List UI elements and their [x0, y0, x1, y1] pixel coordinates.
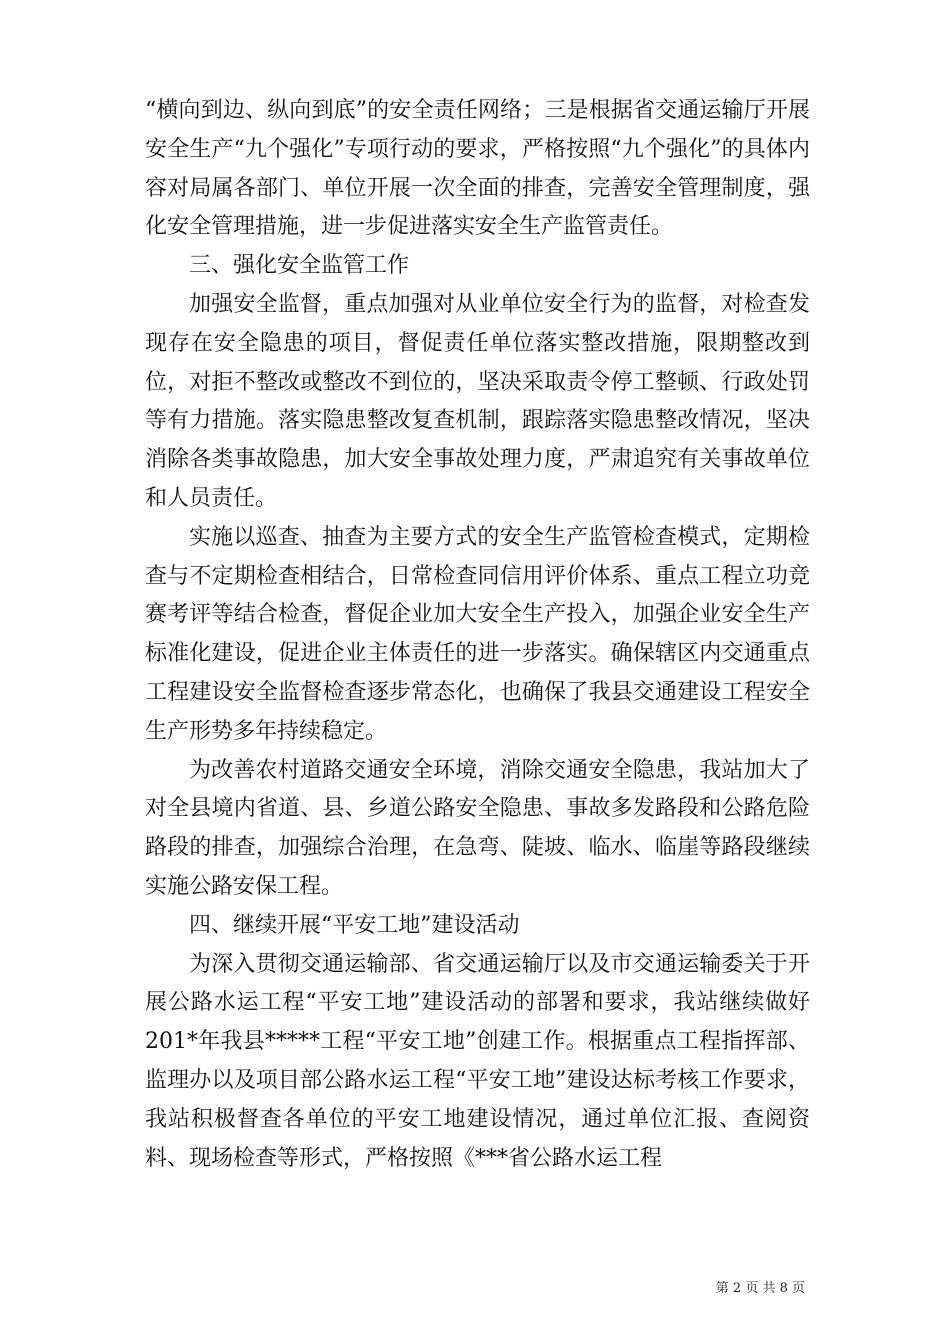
paragraph: 加强安全监督，重点加强对从业单位安全行为的监督，对检查发现存在安全隐患的项目，督促责任单位落实整改措施，限期整改到位，对拒不整改或整改不到位的，坚决采取责令停工整顿、行政处罚等有力措施。落实隐患整改复查机制，跟踪落实隐患整改情况，坚决消除各类事故隐患，加大安全事故处理力度，严肃追究有关事故单位和人员责任。 — [145, 291, 810, 511]
paragraph: 为改善农村道路交通安全环境，消除交通安全隐患，我站加大了对全县境内省道、县、乡道公路安全隐患、事故多发路段和公路危险路段的排查，加强综合治理，在急弯、陡坡、临水、临崖等路段继续实施公路安保工程。 — [145, 757, 810, 899]
page-number-footer: 第 2 页 共 8 页 — [715, 1281, 805, 1296]
document-body — [145, 92, 810, 1178]
section-heading-4: 四、继续开展“平安工地”建设活动 — [189, 912, 520, 938]
section-heading-3: 三、强化安全监管工作 — [189, 253, 410, 279]
paragraph: 为深入贯彻交通运输部、省交通运输厅以及市交通运输委关于开展公路水运工程“平安工地”建设活动的部署和要求，我站继续做好201*年我县*****工程“平安工地”创建工作。根据重点工程指挥部、监理办以及项目部公路水运工程“平安工地”建设达标考核工作要求，我站积极督查各单位的平安工地建设情况，通过单位汇报、查阅资料、现场检查等形式，严格按照《***省公路水运工程 — [145, 951, 810, 1171]
paragraph-continuation: “横向到边、纵向到底”的安全责任网络；三是根据省交通运输厅开展安全生产“九个强化”专项行动的要求，严格按照“九个强化”的具体内容对局属各部门、单位开展一次全面的排查，完善安全管理制度，强化安全管理措施，进一步促进落实安全生产监管责任。 — [145, 98, 810, 240]
paragraph: 实施以巡查、抽查为主要方式的安全生产监管检查模式，定期检查与不定期检查相结合，日常检查同信用评价体系、重点工程立功竞赛考评等结合检查，督促企业加大安全生产投入，加强企业安全生产标准化建设，促进企业主体责任的进一步落实。确保辖区内交通重点工程建设安全监督检查逐步常态化，也确保了我县交通建设工程安全生产形势多年持续稳定。 — [145, 524, 810, 744]
